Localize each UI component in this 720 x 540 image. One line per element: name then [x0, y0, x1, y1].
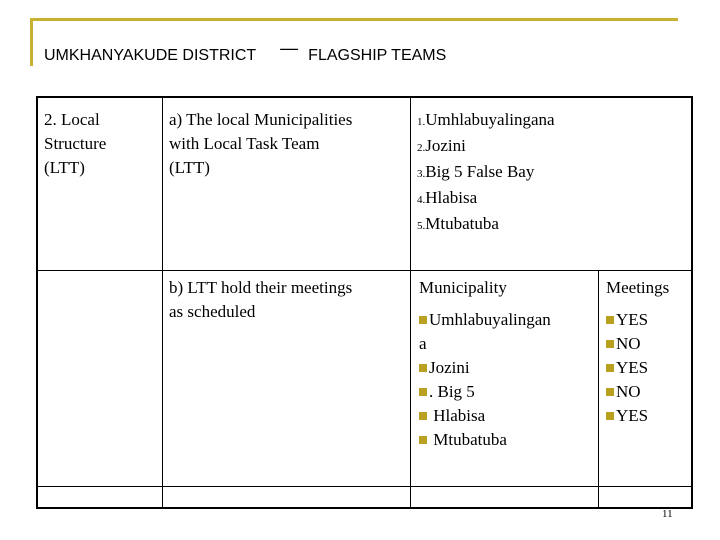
col-divider-3 — [598, 270, 599, 507]
structure-line: 2. Local — [44, 110, 100, 129]
row2-meetings-list — [606, 308, 648, 428]
list-item: YES — [606, 356, 648, 380]
description-line: as scheduled — [169, 302, 256, 321]
list-item: NO — [606, 332, 648, 356]
col-divider-1 — [162, 98, 163, 507]
meetings-header: Meetings — [606, 278, 670, 297]
list-item: 2.Jozini — [417, 136, 466, 155]
description-line: a) The local Municipalities — [169, 110, 353, 129]
row1-structure-cell — [44, 108, 106, 180]
list-item: 3.Big 5 False Bay — [417, 162, 535, 181]
square-bullet-icon — [419, 388, 427, 396]
square-bullet-icon — [419, 364, 427, 372]
description-line: b) LTT hold their meetings — [169, 278, 353, 297]
row1-municipality-list — [417, 108, 555, 238]
description-line: with Local Task Team — [169, 134, 320, 153]
square-bullet-icon — [606, 340, 614, 348]
square-bullet-icon — [606, 388, 614, 396]
row1-description-cell — [169, 108, 352, 180]
square-bullet-icon — [606, 364, 614, 372]
row-divider-2 — [38, 486, 691, 487]
row-divider-1 — [38, 270, 691, 271]
description-line: (LTT) — [169, 158, 210, 177]
structure-line: Structure — [44, 134, 107, 153]
title-right: FLAGSHIP TEAMS — [308, 47, 447, 64]
title-dash: — — [280, 38, 299, 58]
square-bullet-icon — [606, 412, 614, 420]
square-bullet-icon — [419, 436, 427, 444]
list-item: 4.Hlabisa — [417, 188, 478, 207]
flagship-table — [36, 96, 693, 509]
square-bullet-icon — [606, 316, 614, 324]
square-bullet-icon — [419, 412, 427, 420]
list-item-continuation: a — [419, 334, 427, 353]
list-item: Umhlabuyalingan — [419, 308, 551, 332]
list-item: Mtubatuba — [419, 428, 551, 452]
frame-left-border — [30, 18, 33, 66]
list-item: 1.Umhlabuyalingana — [417, 110, 555, 129]
row2-municipality-list — [419, 308, 551, 452]
frame-top-border — [30, 18, 678, 21]
page-number: 11 — [662, 508, 673, 520]
square-bullet-icon — [419, 316, 427, 324]
col-divider-2 — [410, 98, 411, 507]
structure-line: (LTT) — [44, 158, 85, 177]
municipality-header: Municipality — [419, 278, 507, 297]
list-item: Hlabisa — [419, 404, 551, 428]
list-item: Jozini — [419, 356, 551, 380]
list-item: NO — [606, 380, 648, 404]
list-item: 5.Mtubatuba — [417, 214, 499, 233]
list-item: YES — [606, 404, 648, 428]
list-item: YES — [606, 308, 648, 332]
slide-title — [44, 38, 447, 65]
list-item: . Big 5 — [419, 380, 551, 404]
row2-description-cell — [169, 276, 352, 324]
title-left: UMKHANYAKUDE DISTRICT — [44, 47, 257, 64]
